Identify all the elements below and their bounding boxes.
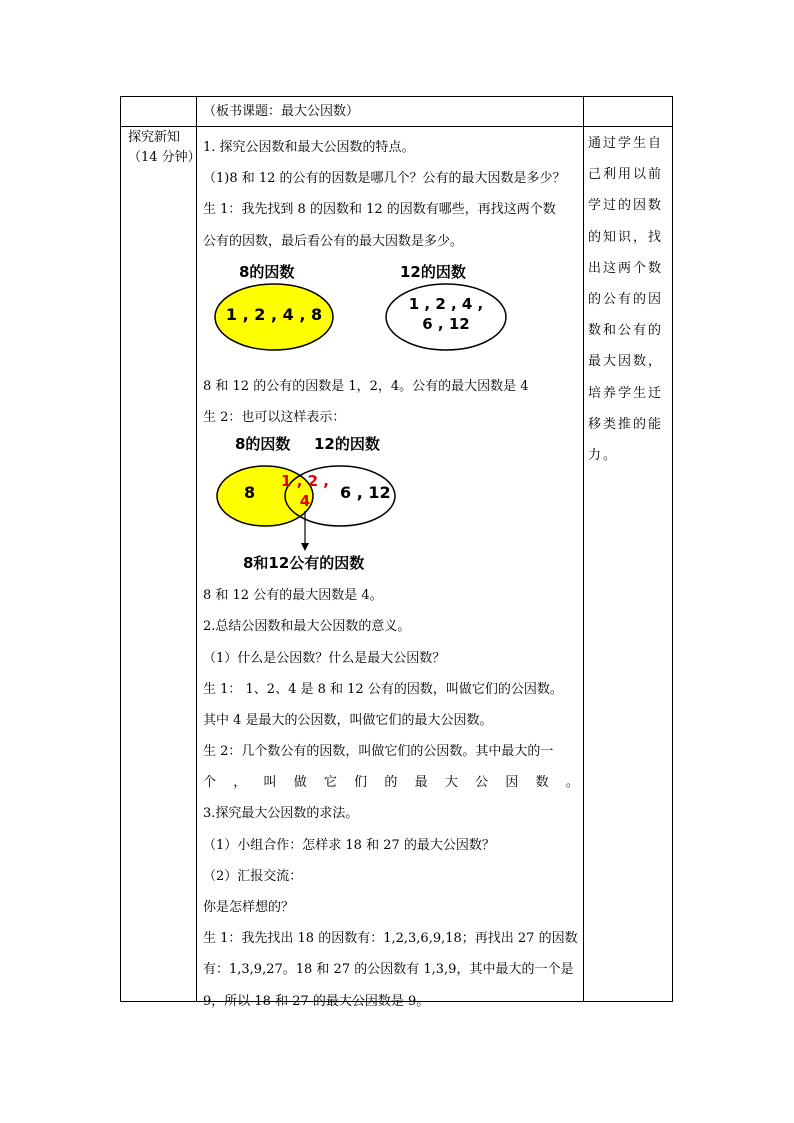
paragraph: 你是怎样想的？	[203, 900, 295, 915]
intent-cell	[588, 128, 670, 471]
venn-label-12: 12的因数	[314, 435, 380, 454]
intent-line: 移类推的能	[588, 416, 664, 432]
table-border-left	[120, 96, 121, 1002]
intent-line: 最大因数，	[588, 354, 664, 370]
label-factors-of-12: 12的因数	[400, 262, 466, 281]
label-factors-of-8: 8的因数	[239, 262, 295, 281]
paragraph: 8 和 12 的公有的因数是 1，2，4。公有的最大因数是 4	[203, 378, 529, 394]
paragraph: （2）汇报交流：	[203, 868, 303, 884]
table-border-right	[672, 96, 673, 1002]
intent-line: 数和公有的	[588, 323, 664, 339]
paragraph: 有：1,3,9,27。18 和 27 的公因数有 1,3,9，其中最大的一个是	[203, 962, 574, 978]
venn-common-values: 1 , 2 , 4	[281, 472, 329, 511]
intent-line: 通过学生自	[588, 136, 664, 151]
intent-line: 的公有的因	[588, 292, 664, 308]
main-content	[203, 132, 579, 1017]
set-12-values: 1 , 2 , 4 , 6 , 12	[408, 294, 484, 333]
paragraph: 生 2：也可以这样表示：	[203, 409, 346, 425]
intent-line: 的知识，找	[588, 229, 664, 245]
intent-line: 培养学生迁	[588, 385, 664, 401]
justified-paragraph: 个 ， 叫 做 它 们 的 最 大 公 因 数 。	[203, 775, 579, 791]
caption-arrow-head	[301, 543, 309, 551]
paragraph: 生 2：几个数公有的因数，叫做它们的公因数。其中最大的一	[203, 744, 554, 760]
paragraph: 生 1：我先找出 18 的因数有：1,2,3,6,9,18；再找出 27 的因数	[203, 931, 578, 947]
header-cell-text: （板书课题：最大公因数）	[203, 104, 360, 119]
paragraph: 生 1：我先找到 8 的因数和 12 的因数有哪些，再找这两个数	[203, 202, 556, 218]
set-8-values: 1 , 2 , 4 , 8	[225, 304, 323, 324]
paragraph: 生 1： 1、2、4 是 8 和 12 公有的因数，叫做它们的公因数。	[203, 681, 563, 697]
paragraph: 3.探究最大公因数的求法。	[203, 806, 359, 822]
stage-duration: （14 分钟）	[128, 150, 201, 165]
venn-diagram	[203, 433, 579, 580]
stage-name: 探究新知	[128, 130, 181, 145]
paragraph: 公有的因数，最后看公有的最大因数是多少。	[203, 233, 464, 249]
paragraph: 8 和 12 公有的最大因数是 4。	[203, 588, 383, 604]
venn-only-12: 6 , 12	[340, 483, 391, 503]
intent-line: 力。	[588, 448, 619, 464]
factor-sets-diagram	[203, 257, 579, 371]
paragraph: 其中 4 是最大的公因数，叫做它们的最大公因数。	[203, 712, 493, 728]
intent-line: 己利用以前	[588, 167, 664, 183]
paragraph: （1）什么是公因数？什么是最大公因数？	[203, 650, 446, 666]
paragraph: 1. 探究公因数和最大公因数的特点。	[203, 140, 415, 155]
stage-cell	[128, 128, 201, 168]
venn-only-8: 8	[244, 483, 256, 503]
table-divider-2	[583, 96, 584, 1002]
paragraph: 2.总结公因数和最大公因数的意义。	[203, 619, 411, 635]
paragraph: （1)8 和 12 的公有的因数是哪几个？公有的最大因数是多少？	[203, 171, 566, 187]
venn-label-8: 8的因数	[235, 435, 291, 454]
paragraph: 9，所以 18 和 27 的最大公因数是 9。	[203, 993, 430, 1009]
venn-caption: 8和12公有的因数	[243, 554, 365, 573]
intent-line: 出这两个数	[588, 260, 664, 276]
intent-line: 学过的因数	[588, 198, 664, 214]
table-divider-1	[196, 96, 197, 1002]
paragraph: （1）小组合作：怎样求 18 和 27 的最大公因数？	[203, 837, 495, 853]
